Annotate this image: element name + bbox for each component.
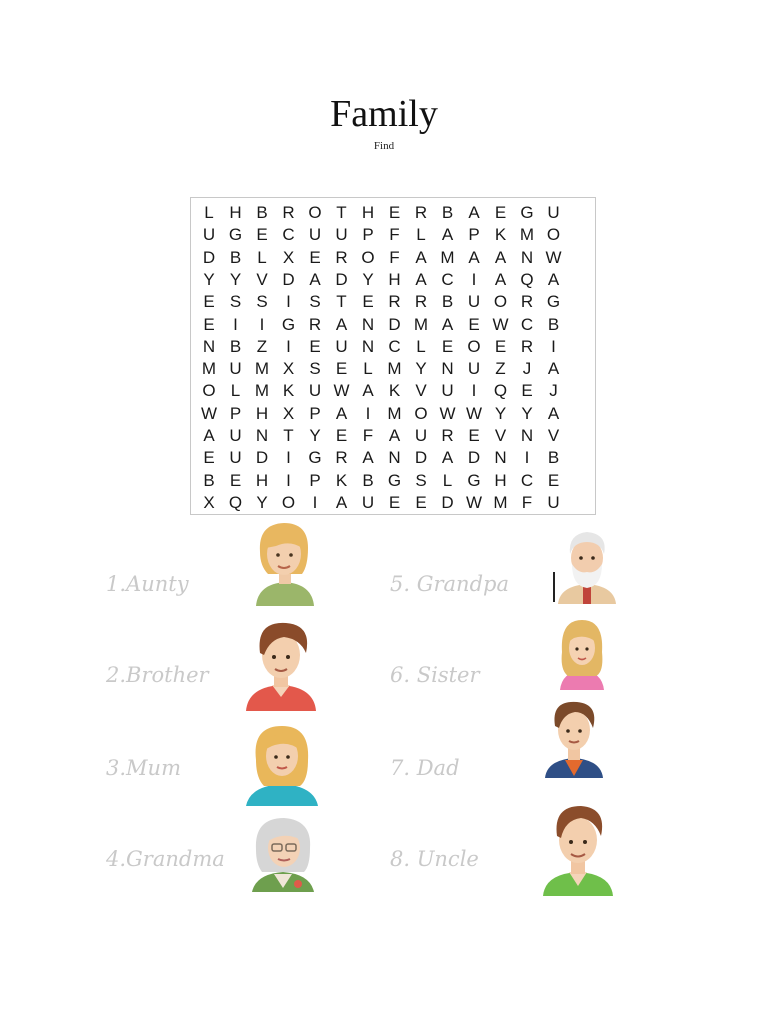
word-label-dad: 7. Dad [390, 756, 460, 780]
grid-letter: G [387, 470, 402, 490]
grid-letter: S [256, 292, 268, 312]
grid-letter: E [468, 426, 480, 445]
grid-letter: E [494, 336, 507, 356]
grid-letter: U [467, 359, 481, 379]
grid-letter: W [545, 247, 562, 267]
grid-letter: Q [493, 381, 508, 401]
grid-letter: O [281, 492, 296, 512]
grid-letter: A [547, 359, 560, 379]
brother-portrait-icon [244, 615, 318, 711]
grid-letter: T [336, 292, 347, 312]
grid-letter: R [308, 314, 322, 334]
grid-letter: C [441, 269, 454, 289]
grid-letter: N [202, 336, 216, 356]
grid-letter: Z [256, 336, 268, 356]
grid-letter: Y [229, 269, 242, 289]
grid-letter: I [286, 336, 291, 356]
grid-letter: B [229, 336, 242, 356]
grid-letter: N [520, 247, 534, 267]
grid-letter: S [229, 292, 242, 312]
grid-letter: A [494, 269, 507, 289]
grid-letter: M [201, 359, 217, 379]
grid-letter: G [308, 448, 322, 468]
grandpa-portrait-icon [556, 528, 618, 604]
grid-letter: G [228, 225, 243, 245]
grid-letter: E [203, 448, 215, 468]
grid-letter: C [520, 470, 534, 490]
grid-letter: D [255, 448, 269, 468]
grid-letter: D [202, 247, 216, 267]
grid-letter: U [229, 448, 242, 468]
grid-letter: H [388, 269, 401, 289]
grid-letter: U [229, 359, 242, 379]
grid-letter: A [468, 203, 480, 222]
text-cursor [553, 572, 555, 602]
grid-letter: H [255, 470, 269, 490]
grid-letter: N [520, 426, 534, 445]
grid-letter: B [547, 448, 560, 468]
grid-letter: P [362, 225, 374, 245]
grid-letter: Q [228, 492, 243, 512]
grid-letter: S [415, 470, 427, 490]
grid-letter: R [282, 203, 295, 222]
grid-letter: I [286, 448, 291, 468]
grid-letter: H [229, 203, 242, 222]
grid-letter: E [335, 426, 348, 445]
grid-letter: R [414, 203, 428, 222]
grid-letter: G [281, 314, 296, 334]
grid-letter: V [494, 426, 507, 445]
grid-letter: C [520, 314, 534, 334]
grid-letter: O [202, 381, 216, 401]
word-search-grid [190, 197, 596, 515]
grid-letter: L [257, 247, 267, 267]
grid-letter: I [471, 381, 477, 401]
grid-letter: H [361, 203, 375, 222]
worksheet-title: Family [330, 93, 438, 135]
grid-letter: D [441, 492, 454, 512]
grid-letter: B [362, 470, 374, 490]
grid-letter: R [335, 448, 348, 468]
grid-letter: X [282, 403, 295, 423]
grid-letter: L [416, 336, 426, 356]
grid-letter: E [441, 336, 454, 356]
grid-letter: I [524, 448, 530, 468]
grid-letter: U [308, 381, 322, 401]
grid-letter: Y [521, 403, 533, 423]
dad-portrait-icon [541, 698, 607, 778]
grid-letter: G [546, 292, 561, 312]
grid-letter: N [361, 336, 375, 356]
grid-letter: D [467, 448, 481, 468]
mum-portrait-icon [244, 720, 320, 806]
grid-letter: P [229, 403, 242, 423]
grid-letter: A [468, 247, 480, 267]
sister-portrait-icon [556, 616, 608, 690]
grid-letter: A [415, 269, 427, 289]
grid-letter: P [309, 470, 321, 490]
grid-letter: X [282, 247, 295, 267]
grid-letter: U [547, 492, 560, 512]
grid-letter: E [256, 225, 268, 245]
grid-letter: A [441, 448, 454, 468]
grid-letter: L [442, 470, 453, 490]
grid-letter: O [493, 292, 508, 312]
grid-letter: Q [520, 269, 534, 289]
grid-letter: K [282, 381, 295, 401]
grid-letter: R [520, 292, 534, 312]
grid-letter: E [229, 470, 242, 490]
grid-letter: N [255, 426, 269, 445]
grid-letter: O [546, 225, 561, 245]
grid-letter: W [200, 403, 218, 423]
grid-letter: V [256, 269, 268, 289]
grid-letter: I [312, 492, 318, 512]
grid-letter: R [335, 247, 348, 267]
grid-letter: A [441, 225, 454, 245]
grid-letter: A [335, 403, 348, 423]
word-label-grandma: 4.Grandma [106, 847, 225, 871]
grid-letter: W [465, 492, 483, 512]
grid-letter: A [362, 448, 374, 468]
grid-letter: L [204, 203, 214, 222]
grid-letter: H [255, 403, 269, 423]
grid-letter: J [549, 381, 558, 401]
grid-letter: E [309, 336, 321, 356]
grid-letter: B [203, 470, 215, 490]
grid-letter: M [493, 492, 508, 512]
grid-letter: X [203, 492, 215, 512]
grid-letter: V [547, 426, 560, 445]
grid-letter: D [414, 448, 428, 468]
grid-letter: A [388, 426, 401, 445]
grid-letter: M [254, 381, 270, 401]
grid-letter: A [415, 247, 427, 267]
grid-letter: U [414, 426, 428, 445]
grid-letter: E [203, 292, 215, 312]
word-label-sister: 6. Sister [390, 663, 480, 687]
grid-letter: R [414, 292, 428, 312]
grid-letter: U [361, 492, 375, 512]
grid-letter: S [309, 292, 321, 312]
grid-letter: I [286, 470, 291, 490]
grid-letter: T [336, 203, 347, 222]
grid-letter: D [388, 314, 401, 334]
grid-letter: A [494, 247, 507, 267]
grid-letter: U [441, 381, 454, 401]
grid-letter: W [439, 403, 456, 423]
grid-letter: H [494, 470, 507, 490]
grid-letter: E [547, 470, 560, 490]
grid-letter: U [467, 292, 481, 312]
grid-letter: Y [415, 359, 427, 379]
grid-letter: Y [256, 492, 268, 512]
grid-letter: F [521, 492, 533, 512]
grid-letter: W [465, 403, 483, 423]
grid-letter: K [494, 225, 507, 245]
grid-letter: R [388, 292, 401, 312]
grid-letter: E [309, 247, 321, 267]
grid-letter: Y [309, 426, 321, 445]
grid-letter: A [309, 269, 321, 289]
grid-letter: F [362, 426, 374, 445]
grid-letter: N [494, 448, 507, 468]
grid-letter: U [229, 426, 242, 445]
grid-letter: M [413, 314, 429, 334]
grid-letter: A [203, 426, 215, 445]
grid-letter: B [229, 247, 242, 267]
grid-letter: C [388, 336, 401, 356]
uncle-portrait-icon [541, 802, 615, 896]
grid-letter: E [388, 203, 401, 222]
grid-letter: P [468, 225, 480, 245]
grandma-portrait-icon [248, 814, 318, 892]
grid-letter: D [335, 269, 348, 289]
word-label-uncle: 8. Uncle [390, 847, 479, 871]
grid-letter: B [441, 292, 454, 312]
grid-letter: M [519, 225, 535, 245]
grid-letter: F [389, 225, 400, 245]
grid-letter: A [335, 492, 348, 512]
grid-letter: N [361, 314, 375, 334]
grid-letter: Z [495, 359, 506, 379]
grid-letter: R [441, 426, 454, 445]
grid-letter: I [259, 314, 265, 334]
grid-letter: U [202, 225, 216, 245]
grid-letter: X [282, 359, 295, 379]
grid-letter: E [494, 203, 507, 222]
grid-letter: U [308, 225, 322, 245]
grid-letter: A [362, 381, 374, 401]
grid-letter: N [441, 359, 454, 379]
grid-letter: W [333, 381, 350, 401]
grid-letter: G [520, 203, 534, 222]
grid-letter: B [441, 203, 454, 222]
grid-letter: F [389, 247, 400, 267]
grid-letter: L [416, 225, 426, 245]
grid-letter: V [415, 381, 427, 401]
grid-letter: Y [203, 269, 215, 289]
grid-letter: Y [494, 403, 507, 423]
grid-letter: S [309, 359, 321, 379]
grid-letter: J [522, 359, 532, 379]
word-label-grandpa: 5. Grandpa [390, 572, 509, 596]
grid-letter: M [387, 359, 402, 379]
grid-letter: M [387, 403, 402, 423]
grid-letter: L [363, 359, 373, 379]
grid-letter: P [309, 403, 321, 423]
grid-letter: Y [362, 269, 374, 289]
grid-letter: B [547, 314, 560, 334]
worksheet-subtitle: Find [373, 140, 395, 152]
grid-letter: A [547, 403, 560, 423]
grid-letter: I [551, 336, 556, 356]
grid-letter: E [415, 492, 427, 512]
grid-letter: L [230, 381, 241, 401]
grid-letter: M [440, 247, 455, 267]
grid-letter: E [203, 314, 215, 334]
word-label-mum: 3.Mum [106, 756, 181, 780]
grid-letter: E [362, 292, 374, 312]
grid-letter: I [233, 314, 238, 334]
grid-letter: A [547, 269, 560, 289]
grid-letter: E [335, 359, 348, 379]
grid-letter: O [308, 203, 322, 222]
grid-letter: O [414, 403, 428, 423]
grid-letter: B [256, 203, 268, 222]
grid-letter: T [283, 426, 294, 445]
grid-letter: K [335, 470, 348, 490]
word-label-brother: 2.Brother [106, 663, 209, 687]
word-label-aunty: 1.Aunty [106, 572, 189, 596]
grid-letter: I [471, 269, 477, 289]
grid-letter: W [492, 314, 509, 334]
grid-letter: K [388, 381, 401, 401]
grid-letter: A [441, 314, 454, 334]
grid-letter: O [467, 336, 481, 356]
grid-letter: U [335, 336, 348, 356]
grid-letter: M [254, 359, 270, 379]
grid-letter: C [282, 225, 295, 245]
grid-letter: G [467, 470, 481, 490]
grid-letter: N [388, 448, 401, 468]
grid-letter: U [547, 203, 560, 222]
grid-letter: D [282, 269, 295, 289]
grid-letter: I [286, 292, 291, 312]
grid-letter: A [335, 314, 348, 334]
aunt-portrait-icon [250, 518, 320, 606]
grid-letter: E [521, 381, 533, 401]
grid-letter: O [361, 247, 375, 267]
grid-letter: U [335, 225, 348, 245]
grid-letter: R [520, 336, 534, 356]
grid-letter: I [365, 403, 371, 423]
grid-letter: E [468, 314, 480, 334]
grid-letter: E [388, 492, 401, 512]
